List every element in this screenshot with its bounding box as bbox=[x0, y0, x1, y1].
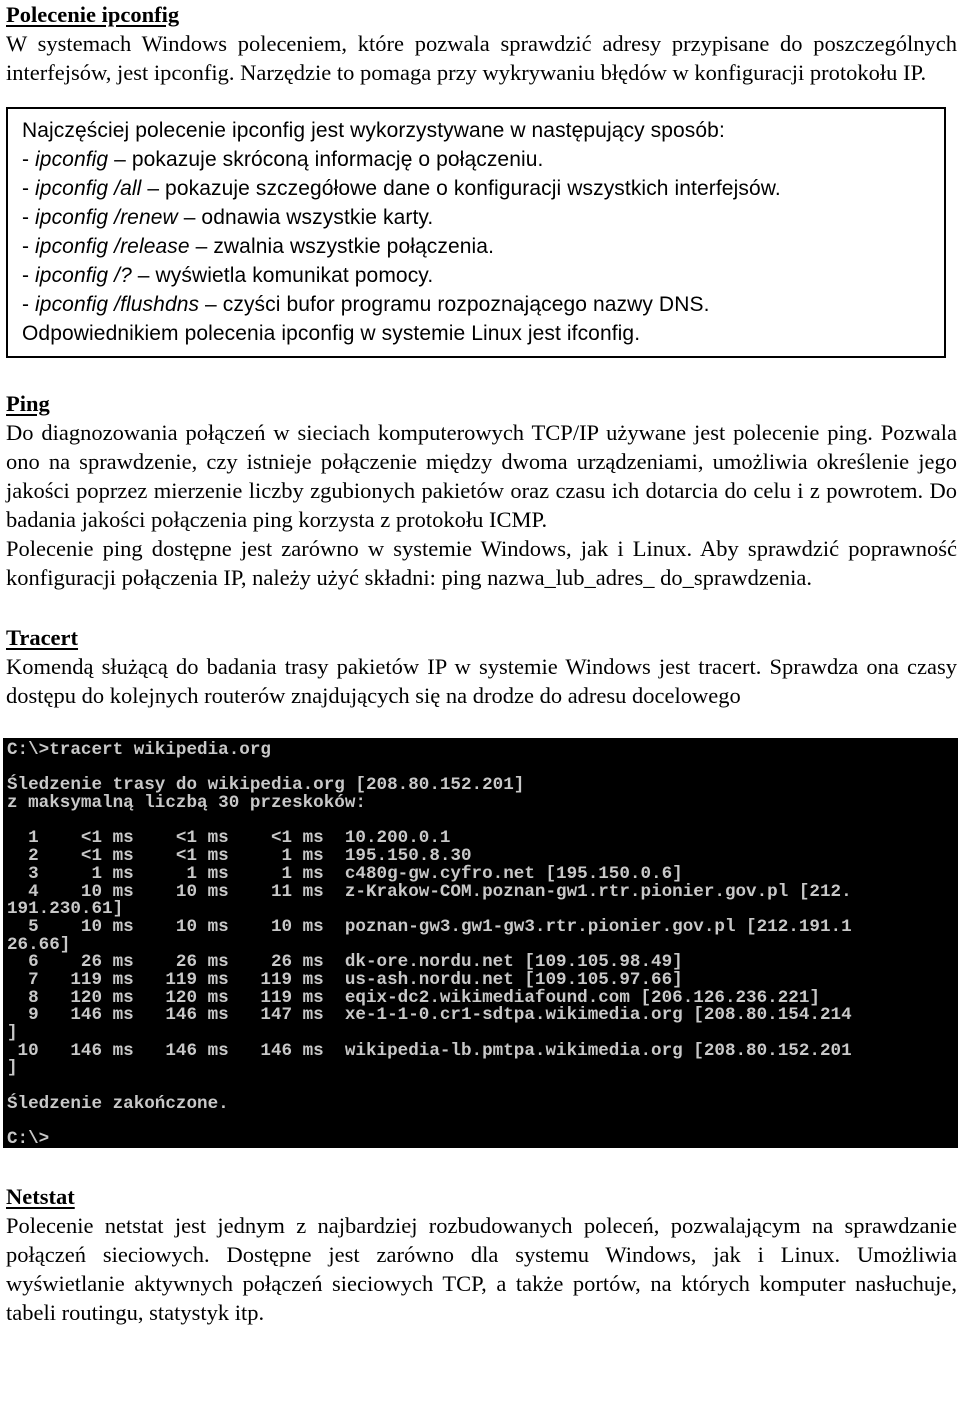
console-line: 3 1 ms 1 ms 1 ms c480g-gw.cyfro.net [195.150.0.6] bbox=[7, 863, 683, 884]
console-line: 6 26 ms 26 ms 26 ms dk-ore.nordu.net [109.105.98.49] bbox=[7, 952, 683, 973]
usage-prefix: - bbox=[22, 206, 36, 229]
usage-item bbox=[22, 261, 930, 290]
console-line bbox=[7, 1113, 958, 1131]
usage-prefix: - bbox=[22, 293, 36, 316]
box-intro: Najczęściej polecenie ipconfig jest wykorzystywane w następujący sposób: bbox=[22, 119, 725, 142]
usage-item bbox=[22, 145, 930, 174]
console-line: 8 120 ms 120 ms 119 ms eqix-dc2.wikimediafound.com [206.126.236.221] bbox=[7, 987, 820, 1008]
console-line: 7 119 ms 119 ms 119 ms us-ash.nordu.net [109.105.97.66] bbox=[7, 969, 683, 990]
console-line: 9 146 ms 146 ms 147 ms xe-1-1-0.cr1-sdtpa.wikimedia.org [208.80.154.214 bbox=[7, 1005, 852, 1026]
usage-prefix: - bbox=[22, 264, 36, 287]
console-line: Śledzenie zakończone. bbox=[7, 1093, 229, 1114]
ping-paragraph-2: Polecenie ping dostępne jest zarówno w systemie Windows, jak i Linux. Aby sprawdzić poprawność konfiguracji połączenia IP, należy użyć składni: ping nazwa_lub_adres_ do_sprawdzenia. bbox=[6, 536, 957, 590]
usage-list bbox=[22, 145, 930, 319]
console-line: 191.230.61] bbox=[7, 899, 124, 920]
usage-prefix: - bbox=[22, 235, 36, 258]
ipconfig-heading: Polecenie ipconfig bbox=[6, 2, 180, 27]
tracert-heading: Tracert bbox=[6, 625, 79, 650]
console-line: z maksymalną liczbą 30 przeskoków: bbox=[7, 793, 366, 814]
usage-prefix: - bbox=[22, 148, 36, 171]
box-outro: Odpowiednikiem polecenia ipconfig w systemie Linux jest ifconfig. bbox=[22, 322, 641, 345]
usage-item bbox=[22, 290, 930, 319]
tracert-console-screenshot bbox=[3, 738, 958, 1148]
ping-paragraph-1: Do diagnozowania połączeń w sieciach komputerowych TCP/IP używane jest polecenie ping. Pozwala ono na sprawdzenie, czy istnieje połączenie między dwoma urządzeniami, umożliwia określenie jego jakości poprzez mierzenie liczby zgubionych pakietów oraz czasu ich dotarcia do celu i z powrotem. Do badania jakości połączenia ping korzysta z protokołu ICMP. bbox=[6, 420, 957, 532]
usage-description: – odnawia wszystkie karty. bbox=[177, 206, 434, 229]
console-line: 26.66] bbox=[7, 934, 71, 955]
document-page bbox=[6, 0, 957, 1327]
tracert-section bbox=[6, 623, 957, 710]
console-line: 2 <1 ms <1 ms 1 ms 195.150.8.30 bbox=[7, 846, 472, 867]
netstat-heading: Netstat bbox=[6, 1184, 75, 1209]
netstat-section bbox=[6, 1182, 957, 1327]
ping-section bbox=[6, 389, 957, 592]
usage-description: – pokazuje skróconą informację o połączeniu. bbox=[108, 148, 544, 171]
ping-heading: Ping bbox=[6, 391, 50, 416]
console-line: C:\> bbox=[7, 1129, 50, 1148]
console-line: 5 10 ms 10 ms 10 ms poznan-gw3.gw1-gw3.rtr.pionier.gov.pl [212.191.1 bbox=[7, 916, 852, 937]
usage-command: ipconfig /all bbox=[35, 177, 142, 200]
tracert-paragraph: Komendą służącą do badania trasy pakietów IP w systemie Windows jest tracert. Sprawdza ona czasy dostępu do kolejnych routerów znajdujących się na drodze do adresu docelowego bbox=[6, 654, 957, 708]
usage-command: ipconfig /renew bbox=[35, 206, 178, 229]
console-line: ] bbox=[7, 1058, 18, 1079]
usage-description: – czyści bufor programu rozpoznającego nazwy DNS. bbox=[199, 293, 710, 316]
usage-item bbox=[22, 232, 930, 261]
console-line: 10 146 ms 146 ms 146 ms wikipedia-lb.pmtpa.wikimedia.org [208.80.152.201 bbox=[7, 1040, 852, 1061]
console-line: 1 <1 ms <1 ms <1 ms 10.200.0.1 bbox=[7, 828, 451, 849]
usage-description: – pokazuje szczegółowe dane o konfiguracji wszystkich interfejsów. bbox=[141, 177, 781, 200]
usage-description: – zwalnia wszystkie połączenia. bbox=[189, 235, 495, 258]
usage-prefix: - bbox=[22, 177, 36, 200]
ipconfig-intro: W systemach Windows poleceniem, które pozwala sprawdzić adresy przypisane do poszczególnych interfejsów, jest ipconfig. Narzędzie to pomaga przy wykrywaniu błędów w konfiguracji protokołu IP. bbox=[6, 31, 957, 85]
console-line: C:\>tracert wikipedia.org bbox=[7, 740, 271, 760]
console-line: ] bbox=[7, 1023, 18, 1043]
usage-command: ipconfig /? bbox=[35, 264, 132, 287]
usage-command: ipconfig /flushdns bbox=[35, 293, 200, 316]
usage-description: – wyświetla komunikat pomocy. bbox=[131, 264, 434, 287]
usage-item bbox=[22, 174, 930, 203]
netstat-paragraph: Polecenie netstat jest jednym z najbardziej rozbudowanych poleceń, pozwalającym na sprawdzanie połączeń sieciowych. Dostępne jest zarówno dla systemu Windows, jak i Linux. Umożliwia wyświetlanie aktywnych połączeń sieciowych TCP, a także portów, na których komputer nasłuchuje, tabeli routingu, statystyk itp. bbox=[6, 1213, 957, 1325]
usage-item bbox=[22, 203, 930, 232]
console-line: 4 10 ms 10 ms 11 ms z-Krakow-COM.poznan-gw1.rtr.pionier.gov.pl [212. bbox=[7, 881, 852, 902]
usage-command: ipconfig bbox=[35, 148, 109, 171]
console-line: Śledzenie trasy do wikipedia.org [208.80.152.201] bbox=[7, 775, 525, 796]
ipconfig-usage-box bbox=[6, 107, 946, 358]
usage-command: ipconfig /release bbox=[35, 235, 190, 258]
